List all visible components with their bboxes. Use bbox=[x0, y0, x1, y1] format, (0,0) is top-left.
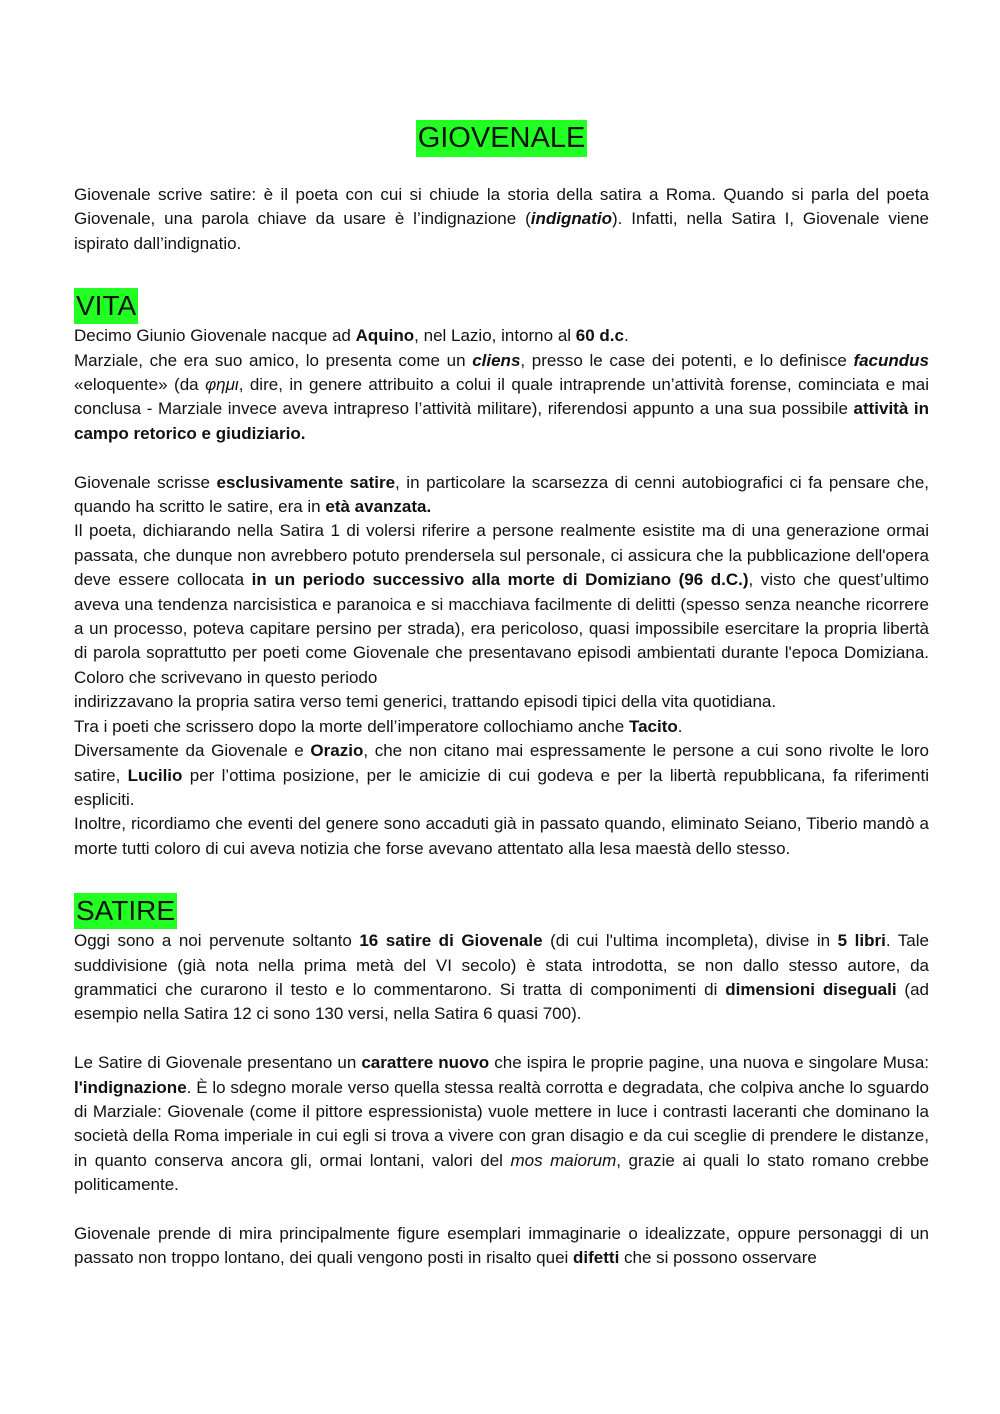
text-run: , grazie ai quali lo stato romano crebbe politicamente. bbox=[74, 1150, 929, 1195]
text-run: Oggi sono a noi pervenute soltanto bbox=[74, 931, 360, 951]
satire-paragraph-1 bbox=[74, 929, 929, 1027]
spacer bbox=[74, 1198, 929, 1222]
text-run: che ispira le proprie pagine, una nuova e singolare Musa: bbox=[489, 1053, 929, 1073]
text-run: , visto che quest’ultimo aveva una tendenza narcisistica e paranoica e si macchiava facilmente di delitti (spesso senza neanche ricorrere a un processo, poteva capitare persino per strada), era pericoloso, quasi impossibile esercitare la propria libertà di parola soprattutto per poeti come Giovenale che presentavano episodi ambientati durante l'epoca Domiziana. Coloro che scrivevano in questo periodo bbox=[74, 570, 929, 687]
text-run: Marziale, che era suo amico, lo presenta come un bbox=[74, 350, 473, 370]
satire-paragraph-2 bbox=[74, 1051, 929, 1197]
spacer bbox=[74, 446, 929, 470]
text-run: . Tale suddivisione (già nota nella prima metà del VI secolo) è stata introdotta, se non dallo stesso autore, da grammatici che curarono il testo e lo commentarono. Si tratta di componimenti di bbox=[74, 931, 929, 999]
bold-run: carattere nuovo bbox=[361, 1053, 490, 1073]
bold-run: Tacito bbox=[628, 716, 678, 736]
bold-run: dimensioni diseguali bbox=[725, 979, 897, 999]
section-heading-satire: SATIRE bbox=[74, 893, 177, 929]
satire-paragraph-3 bbox=[74, 1222, 929, 1271]
bold-run: difetti bbox=[573, 1248, 620, 1268]
bold-run: attività in campo retorico e giudiziario. bbox=[74, 399, 929, 443]
text-run: che si possono osservare bbox=[619, 1248, 817, 1268]
bold-run: Orazio bbox=[310, 741, 364, 761]
text-run: . È lo sdegno morale verso quella stessa realtà corrotta e degradata, che colpiva anche lo sguardo di Marziale: Giovenale (come il pittore espressionista) vuole mettere in luce i contrasti laceranti che dominano la società della Roma imperiale in cui egli si trova a vivere con gran disagio e da cui sceglie di prendere le distanze, in quanto conserva ancora gli, ormai lontani, valori del bbox=[74, 1077, 929, 1170]
text-run: Diversamente da Giovenale e bbox=[74, 741, 311, 761]
section-satire bbox=[74, 893, 929, 1271]
spacer bbox=[74, 861, 929, 893]
intro-text-1: Giovenale scrive satire: è il poeta con cui si chiude la storia della satira a Roma. Quando si parla del poeta Giovenale, una parola chiave da usare è l’indignazione ( bbox=[74, 185, 929, 229]
intro-paragraph bbox=[74, 183, 929, 256]
bold-run: 16 satire di Giovenale bbox=[359, 931, 543, 951]
text-run: , in particolare la scarsezza di cenni autobiografici ci fa pensare che, quando ha scritto le satire, era in bbox=[74, 472, 929, 517]
text-run: «eloquente» (da bbox=[74, 375, 206, 395]
intro-keyword: indignatio bbox=[530, 209, 612, 229]
vita-paragraph-2 bbox=[74, 349, 929, 447]
vita-paragraph-5: indirizzavano la propria satira verso temi generici, trattando episodi tipici della vita quotidiana. bbox=[74, 692, 777, 712]
bold-run: Lucilio bbox=[127, 765, 183, 785]
text-run: . bbox=[677, 716, 683, 736]
title-container bbox=[74, 120, 929, 157]
bold-run: Aquino bbox=[355, 326, 415, 346]
text-run: , dire, in genere attribuito a colui il quale intraprende un’attività forense, cominciata e mai conclusa - Marziale invece aveva intrapreso l’attività militare), riferendosi appunto a una sua possibile bbox=[74, 375, 929, 419]
bold-run: esclusivamente satire bbox=[216, 472, 396, 492]
vita-paragraph-4 bbox=[74, 519, 929, 690]
text-run: Tra i poeti che scrissero dopo la morte dell’imperatore collochiamo anche bbox=[74, 716, 629, 736]
italic-run: mos maiorum bbox=[510, 1150, 617, 1170]
document-title: GIOVENALE bbox=[416, 120, 588, 157]
text-run: (di cui l'ultima incompleta), divise in bbox=[542, 931, 838, 951]
spacer bbox=[74, 256, 929, 288]
vita-paragraph-8: Inoltre, ricordiamo che eventi del genere sono accaduti già in passato quando, eliminato Seiano, Tiberio mandò a morte tutti coloro di cui aveva notizia che forse avevano attentato alla lesa maestà dello stesso. bbox=[74, 814, 929, 858]
text-run: Le Satire di Giovenale presentano un bbox=[74, 1053, 362, 1073]
text-run: per l’ottima posizione, per le amicizie di cui godeva e per la libertà repubblicana, fa riferimenti espliciti. bbox=[74, 765, 929, 809]
section-vita bbox=[74, 288, 929, 861]
bold-italic-run: facundus bbox=[853, 350, 929, 370]
section-heading-vita: VITA bbox=[74, 288, 138, 324]
spacer bbox=[74, 1027, 929, 1051]
bold-italic-run: cliens bbox=[472, 350, 521, 370]
text-run: Giovenale prende di mira principalmente figure esemplari immaginarie o idealizzate, oppure personaggi di un passato non troppo lontano, dei quali vengono posti in risalto quei bbox=[74, 1223, 929, 1268]
bold-run: età avanzata. bbox=[325, 497, 432, 517]
vita-paragraph-1 bbox=[74, 324, 929, 348]
text-run: Decimo Giunio Giovenale nacque ad bbox=[74, 326, 356, 346]
bold-run: l'indignazione bbox=[74, 1077, 187, 1097]
intro-text-2: ). Infatti, nella Satira I, Giovenale viene ispirato dall’indignatio. bbox=[74, 209, 929, 253]
bold-run: 60 d.c bbox=[575, 326, 624, 346]
text-run: (ad esempio nella Satira 12 ci sono 130 versi, nella Satira 6 quasi 700). bbox=[74, 979, 930, 1024]
vita-paragraph-6 bbox=[74, 715, 929, 739]
text-run: , che non citano mai espressamente le persone a cui sono rivolte le loro satire, bbox=[74, 741, 929, 785]
text-run: Giovenale scrisse bbox=[74, 472, 217, 492]
text-run: . bbox=[623, 326, 629, 346]
text-run: , presso le case dei potenti, e lo definisce bbox=[520, 350, 854, 370]
vita-paragraph-3 bbox=[74, 471, 929, 520]
bold-run: 5 libri bbox=[837, 931, 886, 951]
bold-run: in un periodo successivo alla morte di Domiziano (96 d.C.) bbox=[251, 570, 749, 590]
italic-run: φημι bbox=[205, 375, 239, 395]
vita-paragraph-7 bbox=[74, 739, 929, 812]
text-run: , nel Lazio, intorno al bbox=[414, 326, 576, 346]
document-body bbox=[74, 120, 929, 1271]
text-run: Il poeta, dichiarando nella Satira 1 di volersi riferire a persone realmente esistite ma di una generazione ormai passata, che dunque non avrebbero potuto prendersela sul personale, ci assicura che la pubblicazione dell'opera deve essere collocata bbox=[74, 521, 929, 590]
